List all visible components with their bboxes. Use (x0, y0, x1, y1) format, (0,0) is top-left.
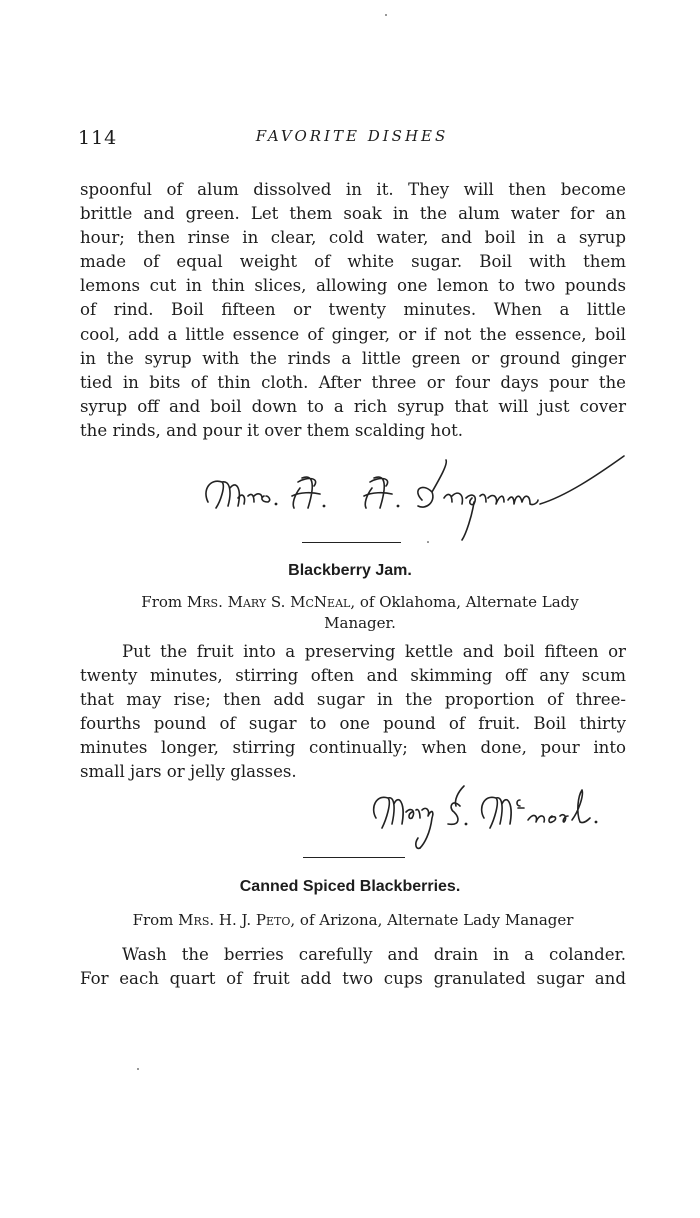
recipe-title-text: Blackberry Jam. (288, 562, 412, 579)
paragraph-line: in the syrup with the rinds a little green or ground ginger (80, 348, 626, 368)
paper-speck (137, 1068, 139, 1070)
paragraph-line: fourths pound of sugar to one pound of fruit. Boil thirty (80, 714, 626, 734)
paragraph-line: spoonful of alum dissolved in it. They will then become (80, 180, 626, 199)
source-suffix-line2: Manager. (324, 614, 396, 632)
paragraph-line: lemons cut in thin slices, allowing one lemon to two pounds (80, 276, 626, 296)
source-suffix: , of Arizona, Alternate Lady Manager (290, 911, 574, 929)
paragraph-line: tied in bits of thin cloth. After three or four days pour the (80, 372, 626, 392)
divider-rule (303, 857, 405, 858)
recipe-body (80, 943, 626, 991)
paragraph-line: the rinds, and pour it over them scalding hot. (80, 420, 464, 440)
source-name: Mrs. H. J. Peto (178, 911, 291, 929)
recipe-source (96, 592, 624, 634)
source-suffix: , of Oklahoma, Alternate Lady (350, 593, 579, 611)
paragraph-line: brittle and green. Let them soak in the alum water for an (80, 204, 626, 224)
paragraph-line: that may rise; then add sugar in the proportion of three- (80, 690, 626, 710)
divider-rule (302, 542, 401, 543)
paragraph-line: minutes longer, stirring continually; when done, pour into (80, 738, 626, 758)
recipe-body (80, 640, 626, 785)
signature-mcneal (368, 778, 628, 852)
continuation-paragraph (80, 178, 626, 443)
recipe-title-text: Canned Spiced Blackberries. (239, 878, 461, 895)
signature-ingram (196, 452, 636, 552)
paragraph-line: made of equal weight of white sugar. Boil with them (80, 252, 626, 272)
page-number: 114 (78, 127, 118, 149)
paragraph-line: For each quart of fruit add two cups granulated sugar and (80, 969, 626, 989)
recipe-title (0, 562, 700, 580)
paragraph-line: Wash the berries carefully and drain in a colander. (122, 945, 626, 964)
recipe-source (80, 910, 626, 931)
paper-speck (385, 14, 387, 16)
paragraph-line: small jars or jelly glasses. (80, 762, 297, 782)
running-title: FAVORITE DISHES (255, 127, 449, 145)
paragraph-line: hour; then rinse in clear, cold water, and boil in a syrup (80, 228, 626, 248)
page-header (78, 127, 626, 151)
paragraph-line: syrup off and boil down to a rich syrup that will just cover (80, 396, 626, 416)
source-prefix: From (132, 911, 179, 929)
paragraph-line: twenty minutes, stirring often and skimming off any scum (80, 666, 626, 686)
paragraph-line: of rind. Boil fifteen or twenty minutes. When a little (80, 300, 626, 320)
source-prefix: From (141, 593, 187, 611)
paragraph-line: Put the fruit into a preserving kettle and boil fifteen or (122, 642, 626, 661)
source-name: Mrs. Mary S. McNeal (186, 593, 351, 611)
paragraph-line: cool, add a little essence of ginger, or if not the essence, boil (80, 324, 626, 344)
recipe-title (0, 878, 700, 896)
